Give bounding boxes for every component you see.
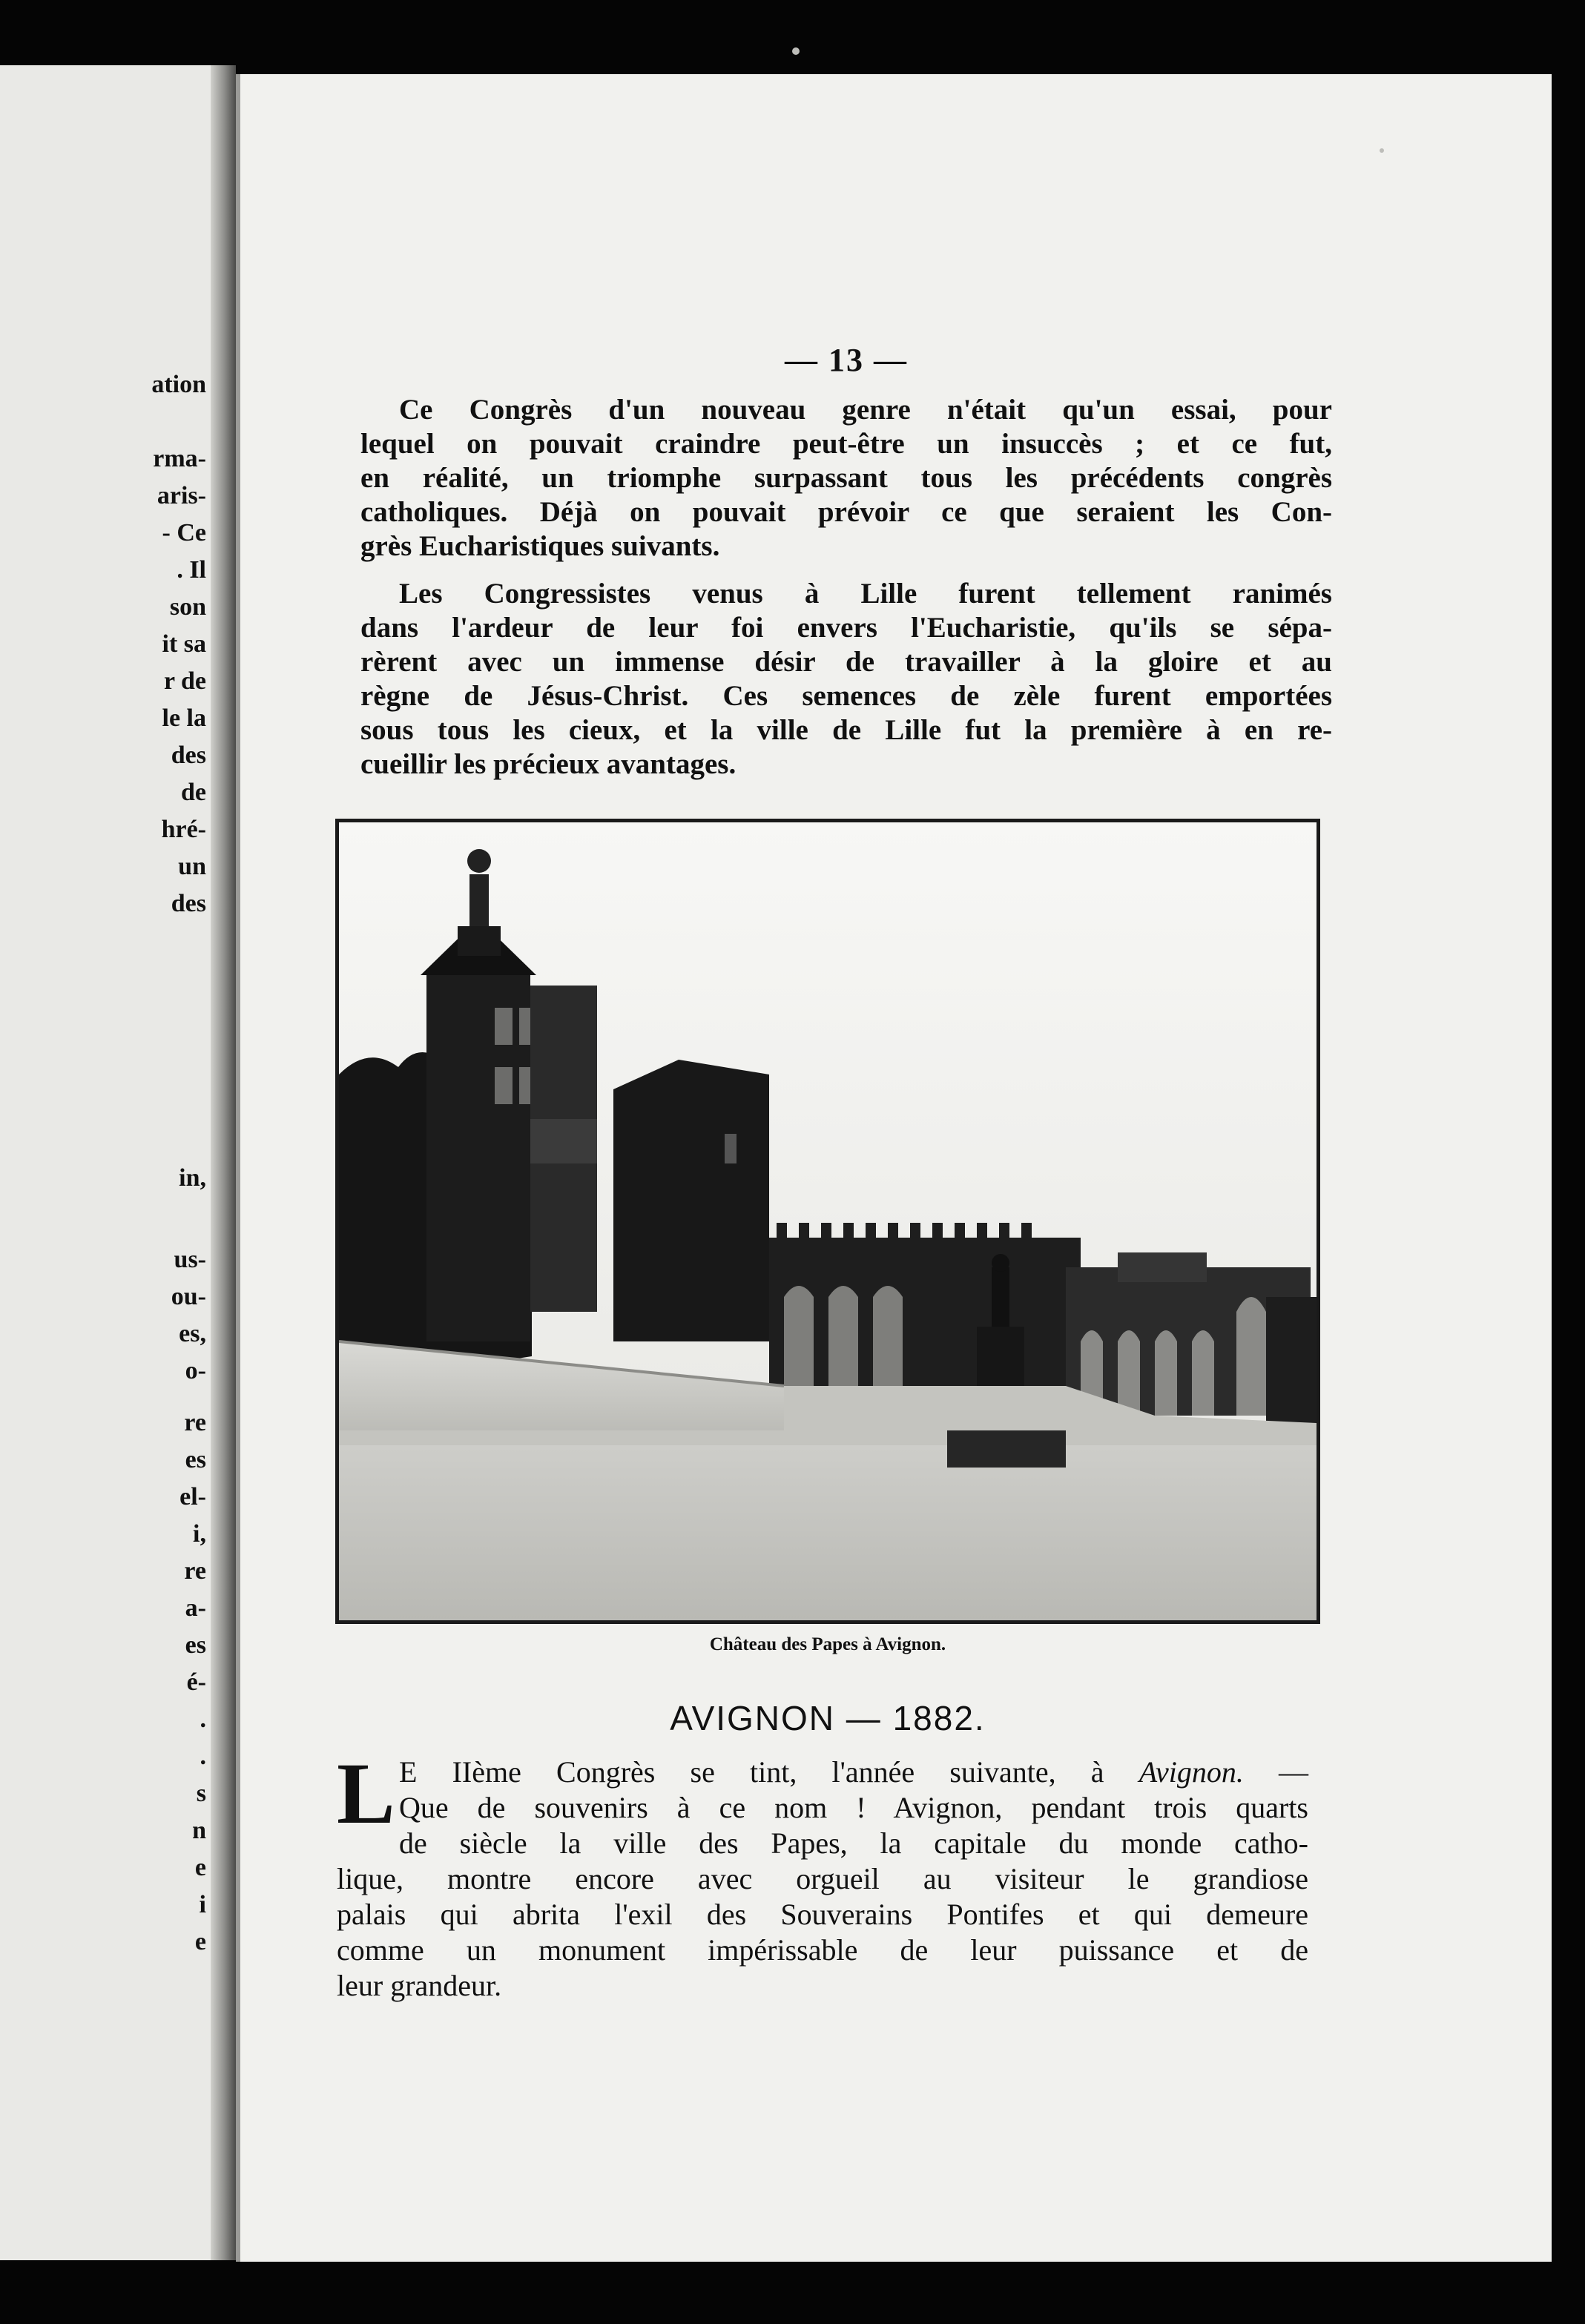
paragraph-1-line: en réalité, un triomphe surpassant tous les précédents congrès xyxy=(360,462,1332,494)
left-page-fragment: a- xyxy=(185,1594,206,1622)
left-page-fragment: de xyxy=(181,779,206,806)
left-page-fragment: el- xyxy=(179,1483,206,1511)
left-page-fragment: n xyxy=(192,1817,206,1844)
paragraph-2-line: cueillir les précieux avantages. xyxy=(360,748,737,780)
book-spine xyxy=(211,65,236,2260)
section-title: AVIGNON — 1882. xyxy=(670,1699,986,1737)
left-page-fragment: . Il xyxy=(177,556,206,584)
paragraph-3-line: lique, montre encore avec orgueil au visiteur le grandiose xyxy=(337,1862,1308,1895)
paragraph-3-line: Que de souvenirs à ce nom ! Avignon, pendant trois quarts xyxy=(399,1791,1308,1824)
left-page-fragment: - Ce xyxy=(162,519,206,547)
left-page-fragment: re xyxy=(184,1409,206,1436)
paragraph-1-line: lequel on pouvait craindre peut-être un insuccès ; et ce fut, xyxy=(360,428,1332,460)
paragraph-3-first-line xyxy=(337,1754,1308,1790)
paragraph-1-line: Ce Congrès d'un nouveau genre n'était qu'un essai, pour xyxy=(399,394,1332,426)
left-page xyxy=(0,65,236,2260)
left-page-fragment: . xyxy=(200,1706,206,1733)
text-fragment: — xyxy=(1243,1755,1309,1789)
paragraph-2-line: sous tous les cieux, et la ville de Lille fut la première à en re- xyxy=(360,714,1332,746)
left-page-fragment: é- xyxy=(186,1668,206,1696)
paragraph-3-line: de siècle la ville des Papes, la capitale du monde catho- xyxy=(399,1826,1308,1860)
page-number: — 13 — xyxy=(785,342,908,378)
left-page-fragment: des xyxy=(171,890,206,917)
photo-illustration xyxy=(339,822,1317,1620)
left-page-fragment: rma- xyxy=(153,445,206,472)
scan-speck xyxy=(792,47,800,55)
place-name: Avignon. xyxy=(1139,1755,1244,1789)
left-page-fragment: un xyxy=(178,853,206,880)
paragraph-1 xyxy=(360,393,1332,564)
left-page-fragment: aris- xyxy=(156,482,206,509)
left-page-fragment: o- xyxy=(185,1357,206,1384)
left-page-fragment: le la xyxy=(162,704,206,732)
paragraph-2-line: règne de Jésus-Christ. Ces semences de zèle furent emportées xyxy=(360,680,1332,712)
left-page-fragment: des xyxy=(171,742,206,769)
paragraph-2-line: rèrent avec un immense désir de travailler à la gloire et au xyxy=(360,646,1332,678)
paragraph-2 xyxy=(360,577,1332,782)
paragraph-1-line: grès Eucharistiques suivants. xyxy=(360,530,720,562)
photo-chateau-des-papes xyxy=(335,819,1320,1624)
paragraph-3-line: palais qui abrita l'exil des Souverains Pontifes et qui demeure xyxy=(337,1898,1308,1931)
drop-cap: L xyxy=(337,1745,395,1842)
left-page-fragment: es, xyxy=(179,1320,206,1347)
photo-caption: Château des Papes à Avignon. xyxy=(709,1634,946,1654)
left-page-fragment: ou- xyxy=(171,1283,206,1310)
left-page-fragment: in, xyxy=(179,1164,206,1192)
left-page-fragment: e xyxy=(194,1928,206,1955)
left-page-fragment: i, xyxy=(193,1520,206,1548)
paragraph-1-line: catholiques. Déjà on pouvait prévoir ce que seraient les Con- xyxy=(360,496,1332,528)
scan-speck xyxy=(1380,148,1384,153)
text-fragment: E IIème Congrès se tint, l'année suivante, à xyxy=(399,1755,1139,1789)
paragraph-2-line: Les Congressistes venus à Lille furent tellement ranimés xyxy=(399,578,1332,610)
left-page-fragment: re xyxy=(184,1557,206,1585)
left-page-fragment: es xyxy=(185,1446,206,1473)
paragraph-3-line: comme un monument impérissable de leur puissance et de xyxy=(337,1933,1308,1967)
paragraph-3-line: leur grandeur. xyxy=(337,1969,502,2002)
left-page-fragment: e xyxy=(194,1854,206,1881)
left-page-fragment: i xyxy=(199,1891,206,1918)
paragraph-3 xyxy=(337,1754,1308,2004)
left-page-fragment: r de xyxy=(164,667,206,695)
left-page-fragment: son xyxy=(169,593,206,621)
left-page-fragment: ation xyxy=(151,371,206,398)
paragraph-2-line: dans l'ardeur de leur foi envers l'Eucharistie, qu'ils se sépa- xyxy=(360,612,1332,644)
left-page-fragment: us- xyxy=(174,1246,206,1273)
left-page-fragment: es xyxy=(185,1631,206,1659)
left-page-fragment: . xyxy=(200,1743,206,1770)
left-page-fragment: hré- xyxy=(161,816,206,843)
left-page-fragment: it sa xyxy=(162,630,206,658)
left-page-fragment: s xyxy=(196,1780,206,1807)
